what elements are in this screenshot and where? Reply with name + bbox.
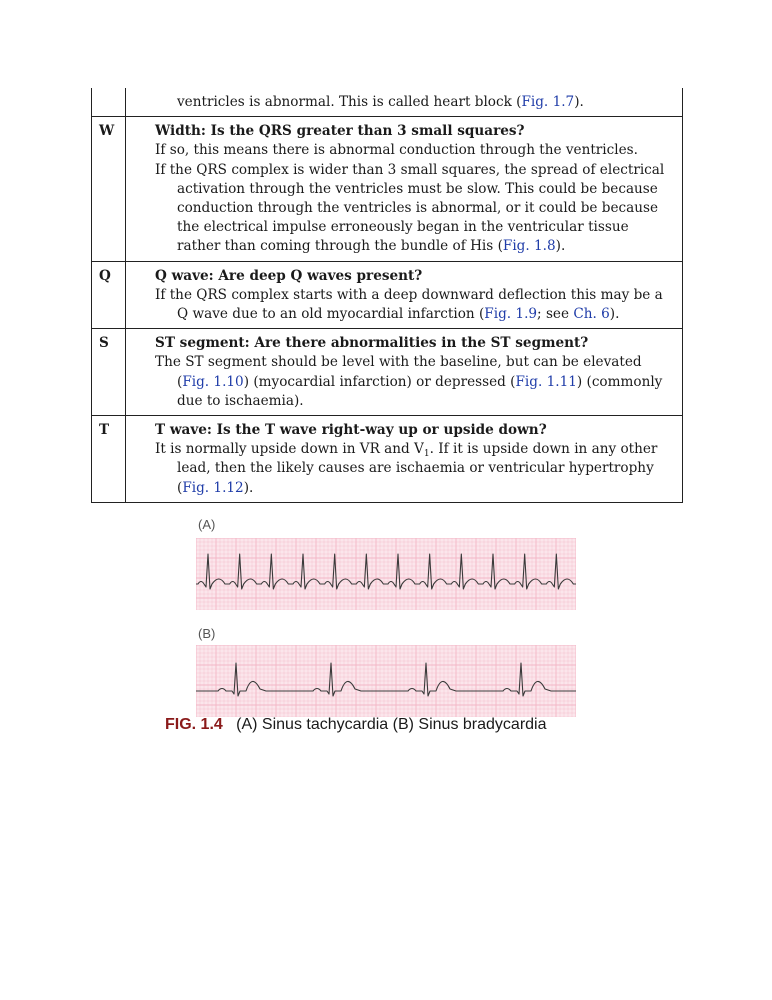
table-row-st-segment bbox=[92, 328, 682, 415]
paragraph-text: ). bbox=[555, 238, 566, 255]
figure-link[interactable]: Fig. 1.10 bbox=[182, 373, 244, 390]
figure-link[interactable]: Fig. 1.7 bbox=[521, 94, 575, 110]
figure-link[interactable]: Fig. 1.12 bbox=[182, 479, 244, 496]
row-paragraph bbox=[155, 161, 676, 257]
ecg-strip-b bbox=[196, 645, 576, 717]
figure-caption bbox=[165, 716, 547, 734]
panel-a-label: (A) bbox=[198, 517, 216, 532]
paragraph-text: ). bbox=[609, 306, 620, 323]
paragraph-text: ventricles is abnormal. This is called heart block ( bbox=[177, 94, 522, 110]
chapter-link[interactable]: Ch. 6 bbox=[573, 306, 610, 323]
row-content bbox=[126, 329, 682, 415]
row-letter: W bbox=[92, 117, 126, 260]
figure-link[interactable]: Fig. 1.11 bbox=[515, 373, 577, 390]
paragraph-text: ) (commonly due to ischaemia). bbox=[177, 373, 663, 409]
panel-b-label: (B) bbox=[198, 626, 216, 641]
table-row-continuation bbox=[92, 88, 682, 116]
criteria-table bbox=[91, 88, 683, 503]
paragraph-text: . If it is upside down in any other lead, then the likely causes are ischaemia or ventricular hypertrophy ( bbox=[177, 441, 658, 496]
paragraph-text: ). bbox=[574, 94, 584, 110]
paragraph-text: If the QRS complex is wider than 3 small squares, the spread of electrical activation through the ventricles must be slow. This could be because conduction through the ventricles is abnormal, or it could be because the electrical impulse erroneously began in the ventricular tissue rather than coming through the bundle of His ( bbox=[155, 161, 665, 255]
row-heading: ST segment: Are there abnormalities in the ST segment? bbox=[155, 335, 589, 352]
caption-text: (A) Sinus tachycardia (B) Sinus bradycardia bbox=[236, 716, 547, 733]
row-content bbox=[126, 117, 682, 260]
paragraph-text: ; see bbox=[537, 306, 574, 323]
row-paragraph bbox=[155, 286, 676, 324]
row-content bbox=[126, 416, 682, 502]
table-row-q-wave bbox=[92, 261, 682, 329]
row-heading: Width: Is the QRS greater than 3 small squares? bbox=[155, 123, 525, 140]
paragraph-text: ) (myocardial infarction) or depressed ( bbox=[243, 373, 516, 390]
figure-number: FIG. 1.4 bbox=[165, 716, 223, 733]
paragraph-text: The ST segment should be level with the baseline, but can be elevated ( bbox=[155, 354, 642, 390]
row-paragraph bbox=[155, 440, 676, 498]
row-paragraph bbox=[155, 353, 676, 411]
row-heading: Q wave: Are deep Q waves present? bbox=[155, 267, 423, 284]
row-letter bbox=[92, 88, 126, 116]
figure-link[interactable]: Fig. 1.8 bbox=[502, 238, 556, 255]
row-paragraph: If so, this means there is abnormal conduction through the ventricles. bbox=[155, 142, 638, 159]
paragraph-text: If the QRS complex starts with a deep downward deflection this may be a Q wave due to an old myocardial infarction ( bbox=[155, 286, 663, 323]
table-row-t-wave bbox=[92, 415, 682, 502]
row-letter: S bbox=[92, 329, 126, 415]
row-letter: T bbox=[92, 416, 126, 502]
ecg-strip-a bbox=[196, 538, 576, 610]
row-letter: Q bbox=[92, 262, 126, 329]
row-heading: T wave: Is the T wave right-way up or upside down? bbox=[155, 422, 547, 439]
paragraph-text: It is normally upside down in VR and V bbox=[155, 441, 424, 458]
figure-link[interactable]: Fig. 1.9 bbox=[484, 306, 538, 323]
row-paragraph bbox=[155, 93, 676, 112]
table-row-width bbox=[92, 116, 682, 260]
paragraph-text: ). bbox=[243, 479, 254, 496]
row-content bbox=[126, 262, 682, 329]
lead-subscript: 1 bbox=[423, 449, 430, 460]
row-content bbox=[126, 88, 682, 116]
